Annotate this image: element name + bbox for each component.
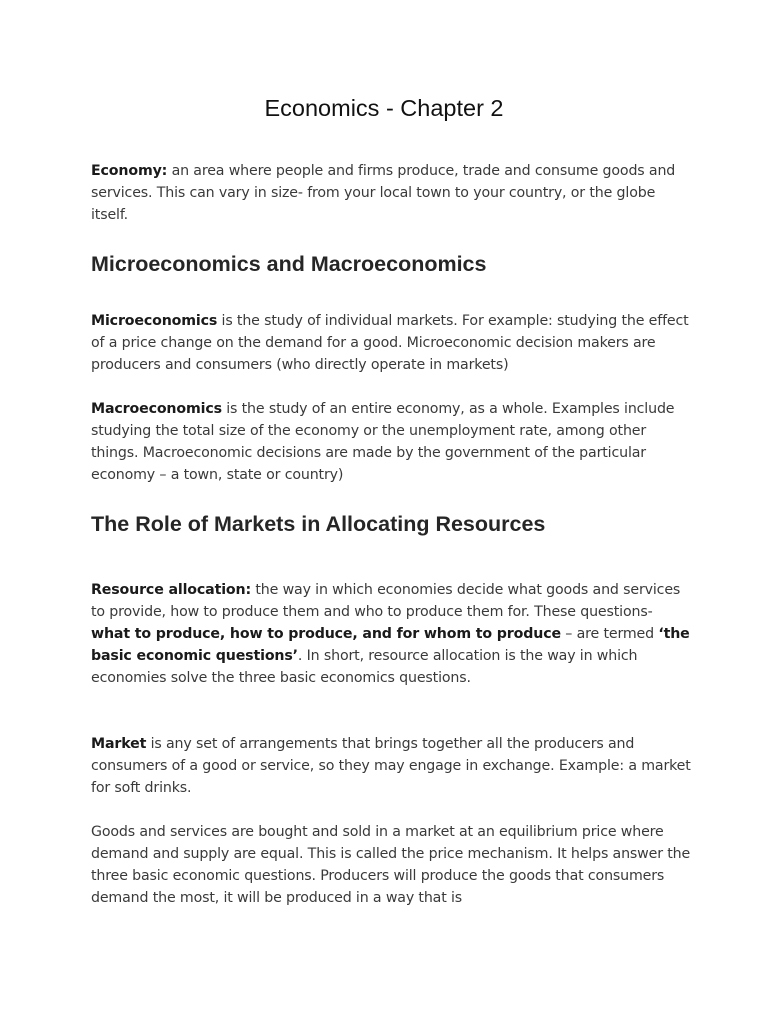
macroeconomics-term: Macroeconomics: [91, 401, 222, 417]
macroeconomics-text: is the study of an entire economy, as a whole. Examples include studying the total size of the economy or the unemployment rate, among other things. Macroeconomic decisions are made by the government of the particular economy – a town, state or country): [91, 401, 675, 483]
microeconomics-term: Microeconomics: [91, 313, 218, 329]
economy-text: an area where people and firms produce, trade and consume goods and services. This can vary in size- from your local town to your country, or the globe itself.: [91, 163, 676, 223]
market-term: Market: [91, 736, 147, 752]
resource-allocation-text-3: . In short, resource allocation is the way in which economies solve the three basic economics questions.: [91, 648, 638, 686]
section-heading-micro-macro: Microeconomics and Macroeconomics: [91, 252, 487, 276]
resource-allocation-term: Resource allocation:: [91, 582, 252, 598]
economy-term: Economy:: [91, 163, 168, 179]
resource-allocation-definition: [91, 579, 691, 689]
basic-questions-bold: what to produce, how to produce, and for whom to produce: [91, 626, 561, 642]
price-mechanism-paragraph: Goods and services are bought and sold in a market at an equilibrium price where demand and supply are equal. This is called the price mechanism. It helps answer the three basic economic questions. Producers will produce the goods that consumers demand the most, it will be produced in a way that is: [91, 824, 691, 906]
market-definition: [91, 733, 691, 799]
microeconomics-definition: [91, 310, 691, 376]
macroeconomics-definition: [91, 398, 691, 486]
page-title: Economics - Chapter 2: [264, 95, 504, 121]
microeconomics-text: is the study of individual markets. For example: studying the effect of a price change on the demand for a good. Microeconomic decision makers are producers and consumers (who directly operate in markets): [91, 313, 689, 373]
basic-economic-questions-bold: ‘the basic economic questions’: [91, 626, 690, 664]
market-text: is any set of arrangements that brings together all the producers and consumers of a good or service, so they may engage in exchange. Example: a market for soft drinks.: [91, 736, 691, 796]
resource-allocation-text-1: the way in which economies decide what goods and services to provide, how to produce them and who to produce them for. These questions-: [91, 582, 681, 620]
section-heading-markets: The Role of Markets in Allocating Resources: [91, 512, 546, 536]
resource-allocation-text-2: – are termed: [560, 626, 659, 642]
economy-definition: [91, 160, 691, 226]
